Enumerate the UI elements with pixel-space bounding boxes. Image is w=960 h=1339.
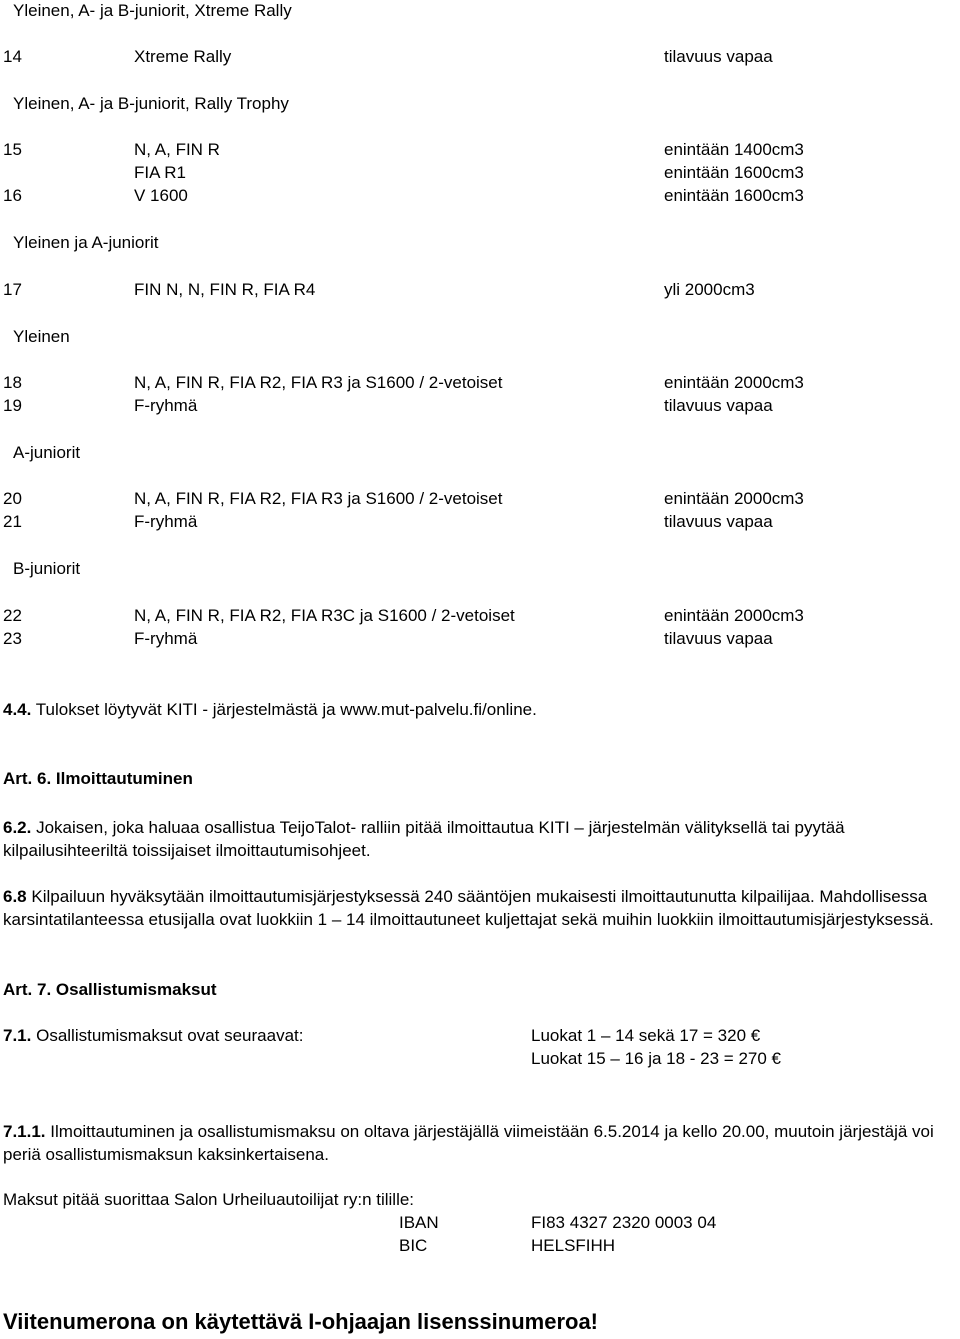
class-capacity: enintään 1600cm3 — [664, 163, 804, 182]
art6-paragraph-1 — [3, 816, 958, 862]
class-capacity: tilavuus vapaa — [664, 47, 773, 66]
class-description: N, A, FIN R, FIA R2, FIA R3 ja S1600 / 2-vetoiset — [134, 373, 503, 392]
section-heading-trophy: Yleinen, A- ja B-juniorit, Rally Trophy — [13, 94, 289, 113]
payment-text: Maksut pitää suorittaa Salon Urheiluautoilijat ry:n tilille: — [3, 1190, 415, 1209]
class-description: N, A, FIN R, FIA R2, FIA R3 ja S1600 / 2-vetoiset — [134, 489, 503, 508]
section-heading-b-juniorit: B-juniorit — [13, 559, 81, 578]
iban-label: IBAN — [399, 1213, 439, 1232]
class-description: F-ryhmä — [134, 629, 198, 648]
art7-p2-number: 7.1.1. — [3, 1122, 46, 1141]
class-number: 19 — [3, 396, 22, 415]
art7-heading: Art. 7. Osallistumismaksut — [3, 980, 217, 999]
bic-label: BIC — [399, 1236, 428, 1255]
class-description: N, A, FIN R — [134, 140, 220, 159]
class-description: FIA R1 — [134, 163, 186, 182]
class-description: N, A, FIN R, FIA R2, FIA R3C ja S1600 / 2-vetoiset — [134, 606, 515, 625]
art6-p2-text: Kilpailuun hyväksytään ilmoittautumisjärjestyksessä 240 sääntöjen mukaisesti ilmoittautunutta kilpailijaa. Mahdollisessa karsintatilanteessa etusijalla ovat luokkiin 1 – 14 ilmoittautuneet kuljettajat sekä muihin luokkiin ilmoittautumisjärjestyksessä. — [3, 887, 934, 929]
class-capacity: tilavuus vapaa — [664, 396, 773, 415]
art7-p1-text: Osallistumismaksut ovat seuraavat: — [36, 1026, 304, 1045]
class-description: FIN N, N, FIN R, FIA R4 — [134, 280, 316, 299]
art7-paragraph-2 — [3, 1120, 958, 1166]
art6-heading: Art. 6. Ilmoittautuminen — [3, 769, 193, 788]
class-number: 18 — [3, 373, 22, 392]
class-capacity: tilavuus vapaa — [664, 512, 773, 531]
class-capacity: yli 2000cm3 — [664, 280, 755, 299]
bic-value: HELSFIHH — [531, 1236, 616, 1255]
art7-p1-number: 7.1. — [3, 1026, 32, 1045]
class-description: V 1600 — [134, 186, 188, 205]
section-heading-a-juniorit: A-juniorit — [13, 443, 81, 462]
fee-line-1: Luokat 1 – 14 sekä 17 = 320 € — [531, 1026, 761, 1045]
class-description: F-ryhmä — [134, 396, 198, 415]
section-heading-yleinen: Yleinen — [13, 327, 70, 346]
footer-notice: Viitenumerona on käytettävä I-ohjaajan lisenssinumeroa! — [3, 1309, 598, 1334]
art6-p1-number: 6.2. — [3, 818, 32, 837]
art6-paragraph-2 — [3, 885, 958, 931]
iban-value: FI83 4327 2320 0003 04 — [531, 1213, 717, 1232]
section-heading-yleinen-a: Yleinen ja A-juniorit — [13, 233, 159, 252]
class-number: 14 — [3, 47, 22, 66]
results-paragraph — [3, 700, 537, 720]
class-description: F-ryhmä — [134, 512, 198, 531]
results-text: Tulokset löytyvät KITI - järjestelmästä ja www.mut-palvelu.fi/online. — [35, 700, 537, 719]
class-capacity: enintään 2000cm3 — [664, 373, 804, 392]
class-number: 15 — [3, 140, 22, 159]
results-number: 4.4. — [3, 700, 32, 719]
class-number: 20 — [3, 489, 22, 508]
class-capacity: enintään 2000cm3 — [664, 489, 804, 508]
art6-p1-text: Jokaisen, joka haluaa osallistua TeijoTalot- ralliin pitää ilmoittautua KITI – järjestelmän välityksellä tai pyytää kilpailusihteeriltä toissijaiset ilmoittautumisohjeet. — [3, 818, 845, 860]
section-heading-xtreme: Yleinen, A- ja B-juniorit, Xtreme Rally — [13, 1, 292, 20]
fee-line-2: Luokat 15 – 16 ja 18 - 23 = 270 € — [531, 1049, 782, 1068]
art6-p2-number: 6.8 — [3, 887, 27, 906]
class-capacity: enintään 2000cm3 — [664, 606, 804, 625]
class-number: 23 — [3, 629, 22, 648]
class-number: 16 — [3, 186, 22, 205]
art7-p2-text: Ilmoittautuminen ja osallistumismaksu on oltava järjestäjällä viimeistään 6.5.2014 ja kello 20.00, muutoin järjestäjä voi periä osallistumismaksun kaksinkertaisena. — [3, 1122, 934, 1164]
class-capacity: enintään 1400cm3 — [664, 140, 804, 159]
class-description: Xtreme Rally — [134, 47, 232, 66]
class-number: 21 — [3, 512, 22, 531]
class-capacity: enintään 1600cm3 — [664, 186, 804, 205]
class-capacity: tilavuus vapaa — [664, 629, 773, 648]
class-number: 17 — [3, 280, 22, 299]
art7-paragraph-1 — [3, 1026, 303, 1046]
class-number: 22 — [3, 606, 22, 625]
